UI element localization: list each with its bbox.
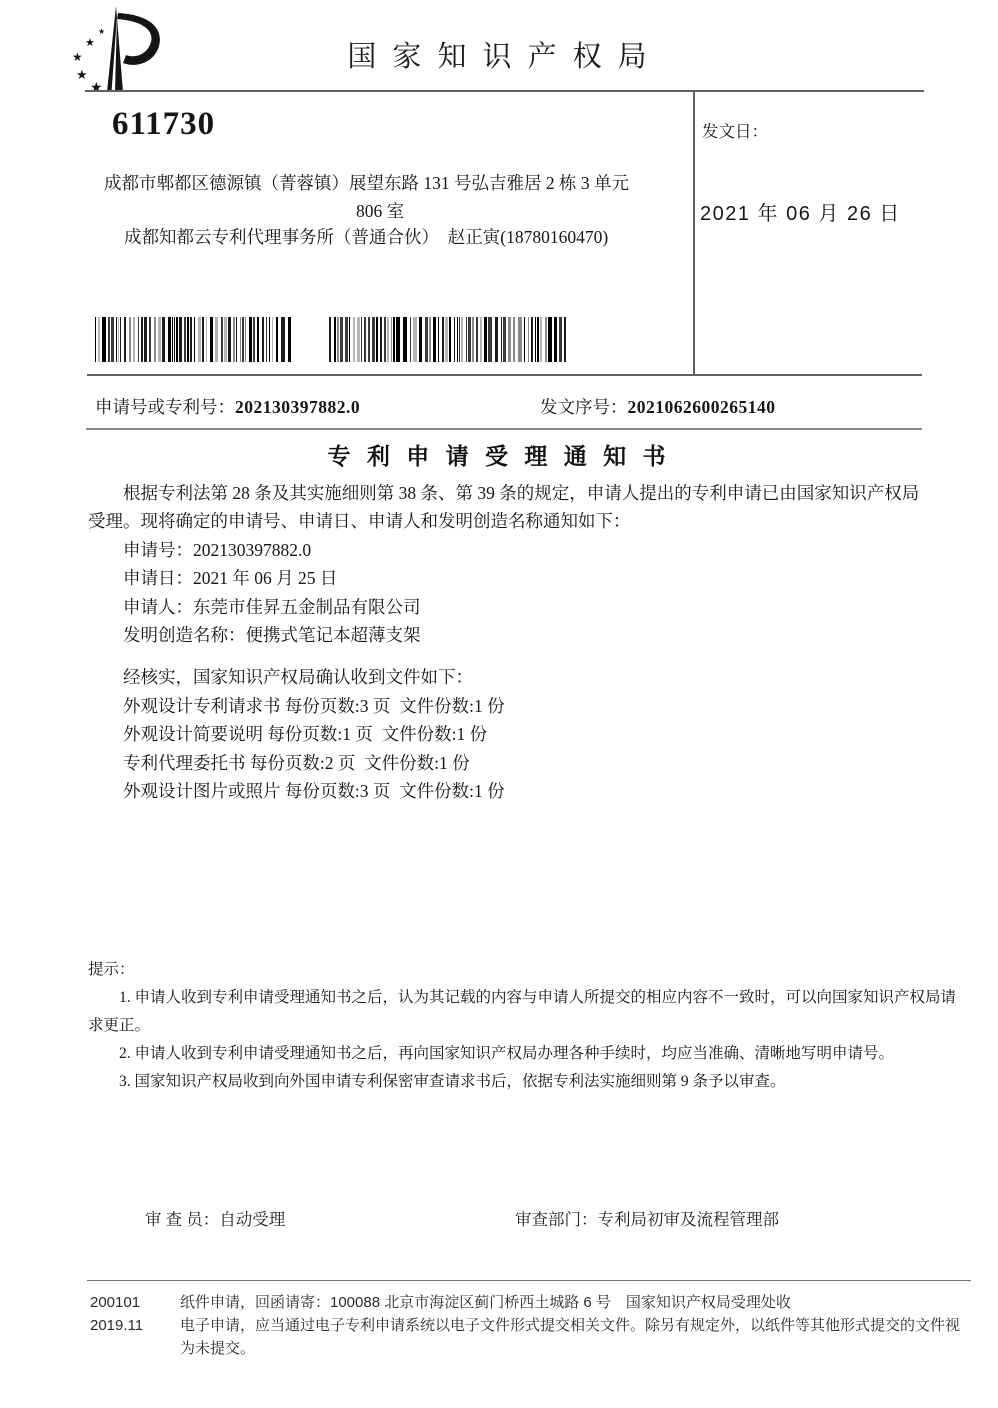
ref-row-rule (86, 428, 922, 430)
examiner-value: 自动受理 (219, 1210, 286, 1229)
issue-date-box-divider (693, 90, 695, 374)
form-code: 200101 (90, 1294, 141, 1311)
recipient-address-line1: 成都市郫都区德源镇（菁蓉镇）展望东路 131 号弘吉雅居 2 栋 3 单元 (104, 173, 629, 193)
tip-item: 3. 国家知识产权局收到向外国申请专利保密审查请求书后，依据专利法实施细则第 9 条予以审查。 (119, 1073, 786, 1090)
field-value: 202130397882.0 (193, 539, 312, 560)
serial-number-label: 发文序号： (540, 397, 628, 417)
department-label: 审查部门： (515, 1210, 598, 1229)
field-label: 发明创造名称： (123, 625, 246, 646)
footer-rule (87, 1280, 971, 1281)
application-number-label: 申请号或专利号： (95, 397, 235, 417)
field-row (88, 564, 930, 592)
address-box-bottom-rule (87, 374, 922, 376)
document-line: 专利代理委托书 每份页数:2 页 文件份数:1 份 (123, 752, 470, 773)
agency-title: 国 家 知 识 产 权 局 (347, 41, 651, 73)
confirm-line: 经核实，国家知识产权局确认收到文件如下： (123, 667, 473, 688)
notice-body (88, 479, 930, 805)
serial-number (540, 394, 776, 419)
tip-item: 2. 申请人收到专利申请受理通知书之后，再向国家知识产权局办理各种手续时，均应当准确、清晰地写明申请号。 (119, 1045, 895, 1062)
footer-lines (180, 1291, 974, 1360)
field-value: 便携式笔记本超薄支架 (245, 625, 421, 646)
barcode-1 (95, 317, 295, 362)
intro-paragraph: 根据专利法第 28 条及其实施细则第 38 条、第 39 条的规定，申请人提出的专利申请已由国家知识产权局受理。现将确定的申请号、申请日、申请人和发明创造名称通知如下： (88, 483, 920, 532)
field-row (88, 536, 930, 564)
recipient-postal-code: 611730 (112, 106, 216, 142)
form-version: 2019.11 (90, 1317, 144, 1334)
star-icon: ★ (85, 37, 95, 49)
star-icon: ★ (76, 67, 88, 82)
agent-line: 成都知都云专利代理事务所（普通合伙） 赵正寅(18780160470) (124, 227, 609, 247)
tips-section (88, 956, 964, 1096)
body-spacer (88, 649, 930, 663)
star-icon: ★ (90, 81, 103, 92)
barcode-2 (329, 317, 569, 362)
field-label: 申请号： (123, 539, 193, 560)
field-row (88, 621, 930, 649)
footer-electronic-line: 电子申请，应当通过电子专利申请系统以电子文件形式提交相关文件。除另有规定外，以纸件等其他形式提交的文件视为未提交。 (180, 1317, 961, 1357)
examiner (145, 1206, 285, 1230)
issue-date-value: 2021 年 06 月 26 日 (700, 203, 901, 225)
examiner-label: 审 查 员： (145, 1210, 220, 1229)
document-line: 外观设计简要说明 每份页数:1 页 文件份数:1 份 (123, 724, 488, 745)
star-icon: ★ (72, 50, 83, 64)
footer (90, 1291, 974, 1360)
document-line: 外观设计图片或照片 每份页数:3 页 文件份数:1 份 (123, 781, 505, 802)
field-value: 东莞市佳昇五金制品有限公司 (193, 596, 421, 617)
application-number-value: 202130397882.0 (235, 397, 361, 417)
department (515, 1206, 779, 1230)
document-line: 外观设计专利请求书 每份页数:3 页 文件份数:1 份 (123, 695, 505, 716)
footer-paper-line: 纸件申请，回函请寄：100088 北京市海淀区蓟门桥西土城路 6 号 国家知识产权局受理处收 (180, 1294, 791, 1311)
department-value: 专利局初审及流程管理部 (597, 1210, 779, 1229)
field-label: 申请人： (123, 596, 193, 617)
issue-date-label: 发文日： (702, 122, 768, 141)
recipient-address-line2: 806 室 (355, 201, 405, 221)
tip-item: 1. 申请人收到专利申请受理通知书之后，认为其记载的内容与申请人所提交的相应内容不一致时，可以向国家知识产权局请求更正。 (88, 989, 957, 1034)
notice-title: 专 利 申 请 受 理 通 知 书 (327, 443, 671, 469)
header-rule (85, 90, 924, 92)
star-icon: ★ (98, 27, 106, 36)
field-label: 申请日： (123, 568, 193, 589)
application-number (95, 394, 360, 419)
field-value: 2021 年 06 月 25 日 (193, 568, 338, 589)
serial-number-value: 2021062600265140 (627, 397, 776, 417)
field-row (88, 593, 930, 621)
tips-label: 提示： (88, 961, 135, 978)
